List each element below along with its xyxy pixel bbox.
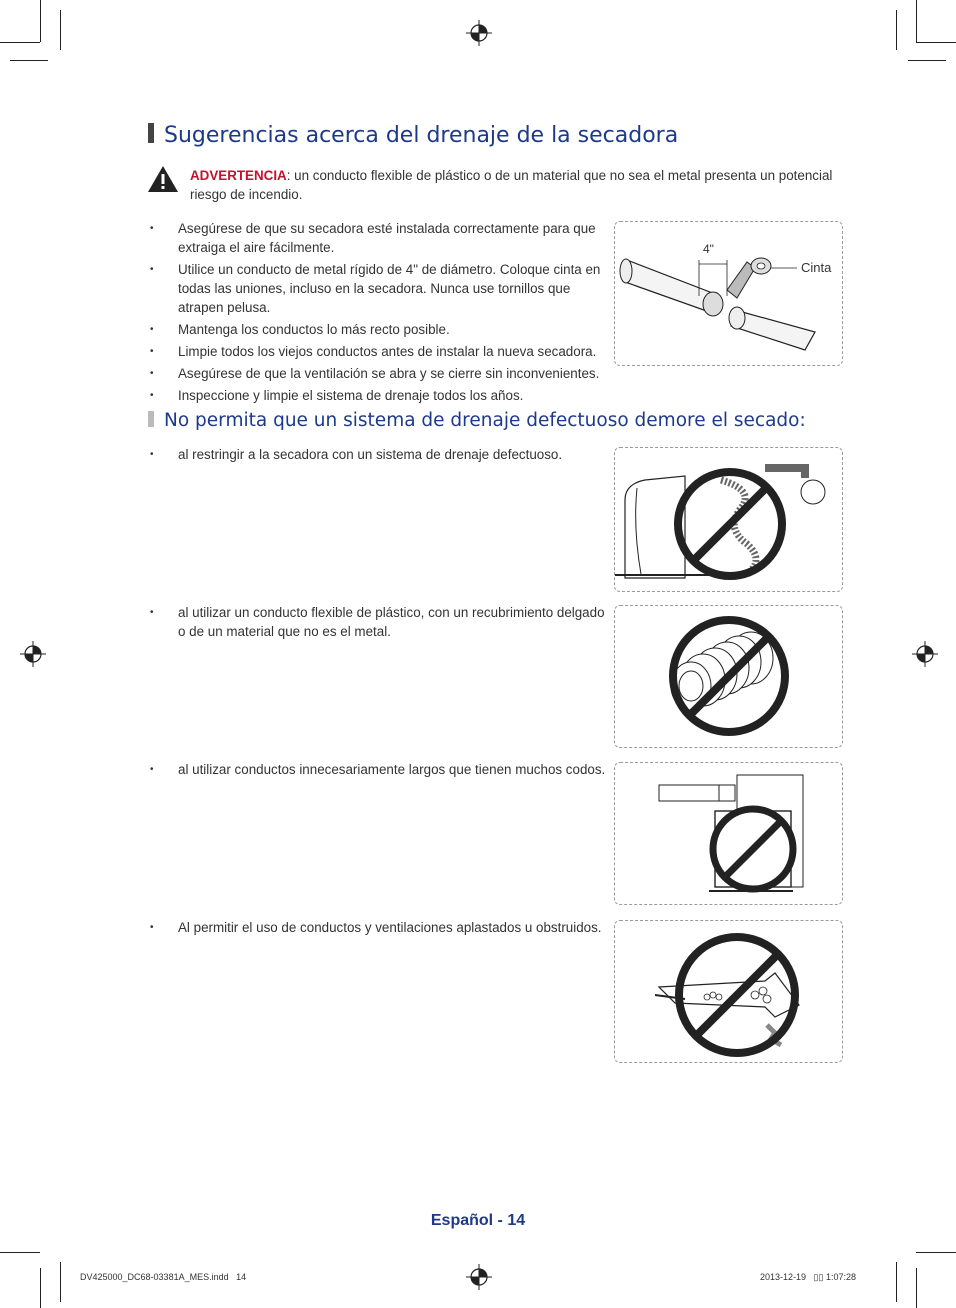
list-item: • al restringir a la secadora con un sistema de drenaje defectuoso. (150, 445, 610, 464)
list-item: • Mantenga los conductos lo más recto posible. (150, 320, 610, 339)
file-name: DV425000_DC68-03381A_MES.indd 14 (80, 1272, 247, 1282)
crop-mark (0, 1252, 40, 1253)
flexible-duct-figure (614, 605, 843, 748)
list-item: • al utilizar un conducto flexible de plástico, con un recubrimiento delgado o de un material que no es el metal. (150, 603, 610, 641)
crop-mark (916, 1268, 917, 1308)
crop-mark (896, 10, 897, 50)
crop-mark (60, 1262, 61, 1302)
long-duct-illustration (615, 763, 842, 904)
crop-mark (0, 42, 40, 43)
crushed-duct-illustration (615, 921, 842, 1062)
list-item: • Asegúrese de que la ventilación se abra y se cierre sin inconvenientes. (150, 364, 610, 383)
tape-label: Cinta (801, 260, 832, 275)
list-item: • Inspeccione y limpie el sistema de drenaje todos los años. (150, 386, 610, 405)
warning-label: ADVERTENCIA (190, 168, 287, 183)
section-title: No permita que un sistema de drenaje defectuoso demore el secado: (148, 410, 806, 431)
crushed-duct-figure (614, 920, 843, 1063)
crop-mark (10, 60, 48, 61)
registration-mark-icon (912, 641, 938, 667)
warning-triangle-icon (147, 165, 179, 193)
tips-list (150, 219, 610, 408)
duct-tape-figure (614, 221, 843, 366)
crop-mark (896, 1262, 897, 1302)
crop-mark (908, 60, 946, 61)
restricted-duct-figure (614, 447, 843, 592)
timestamp: 2013-12-19 ▯▯ 1:07:28 (760, 1272, 856, 1282)
crop-mark (916, 1252, 956, 1253)
title-bar-marker (148, 123, 154, 143)
registration-mark-icon (20, 641, 46, 667)
page-title: Sugerencias acerca del drenaje de la secadora (148, 123, 678, 148)
registration-mark-icon (466, 20, 492, 46)
crop-mark (40, 1268, 41, 1308)
page-number: Español - 14 (430, 1212, 526, 1229)
dimension-label: 4" (703, 242, 714, 256)
flexible-duct-illustration (615, 606, 842, 747)
crop-mark (916, 0, 917, 42)
long-duct-figure (614, 762, 843, 905)
list-item: • Utilice un conducto de metal rígido de 4" de diámetro. Coloque cinta en todas las uniones, incluso en la secadora. Nunca use tornillos que atrapen pelusa. (150, 260, 610, 317)
title-bar-marker (148, 411, 154, 427)
duct-illustration (615, 222, 842, 365)
list-item: • Limpie todos los viejos conductos antes de instalar la nueva secadora. (150, 342, 610, 361)
list-item: • al utilizar conductos innecesariamente largos que tienen muchos codos. (150, 760, 610, 779)
list-item: • Al permitir el uso de conductos y ventilaciones aplastados u obstruidos. (150, 918, 610, 937)
registration-mark-icon (466, 1264, 492, 1290)
warning-block (190, 166, 840, 204)
list-item: • Asegúrese de que su secadora esté instalada correctamente para que extraiga el aire fácilmente. (150, 219, 610, 257)
restricted-duct-illustration (615, 448, 842, 591)
crop-mark (60, 10, 61, 50)
warning-text: : un conducto flexible de plástico o de un material que no sea el metal presenta un potencial riesgo de incendio. (190, 168, 833, 202)
crop-mark (916, 42, 956, 43)
crop-mark (40, 0, 41, 42)
